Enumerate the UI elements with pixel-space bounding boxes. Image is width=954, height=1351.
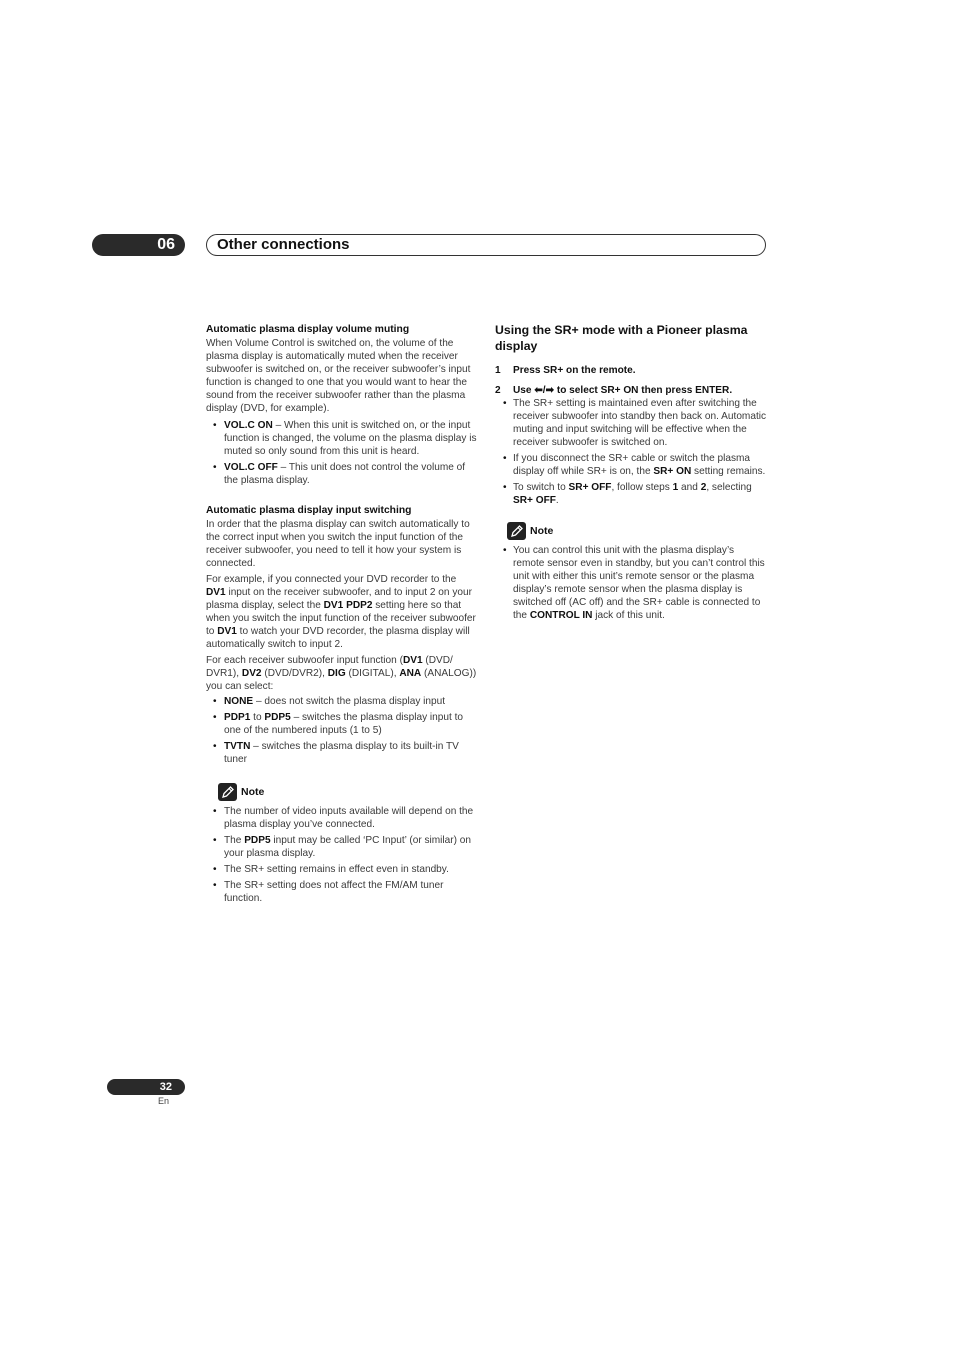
note-list xyxy=(495,544,767,622)
pencil-note-icon xyxy=(218,783,237,801)
input-options xyxy=(206,695,478,766)
step-2: 2 Use ⬅/➡ to select SR+ ON then press ENTER. xyxy=(495,385,733,396)
chapter-title-box xyxy=(206,234,766,256)
input-function-paragraph: For each receiver subwoofer input function (DV1 (DVD/ DVR1), DV2 (DVD/DVR2), DIG (DIGITAL), ANA (ANALOG)) you can select: xyxy=(206,655,477,692)
pencil-note-icon xyxy=(507,522,526,540)
chapter-title: Other connections xyxy=(217,236,350,253)
list-item: • You can control this unit with the plasma display’s remote sensor even in standby, but you can’t control this unit with either this unit’s remote sensor or the plasma display’s remote sensor when the plasma display is switched off (AC off) and the SR+ cable is connected to the CONTROL IN jack of this unit. xyxy=(495,544,767,622)
volume-control-options xyxy=(206,419,478,487)
chapter-number-tab: 06 xyxy=(92,234,185,256)
right-column xyxy=(495,322,767,625)
input-switching-heading: Automatic plasma display input switching xyxy=(206,505,412,516)
step-bullets xyxy=(495,397,767,507)
note-header xyxy=(218,783,478,801)
example-paragraph: For example, if you connected your DVD recorder to the DV1 input on the receiver subwoofer, and to input 2 on your plasma display, select the DV1 PDP2 setting here so that when you switch the input function of the receiver subwoofer to DV1 to watch your DVD recorder, the plasma display will automatically switch to input 2. xyxy=(206,574,476,650)
list-item: • PDP1 to PDP5 – switches the plasma display input to one of the numbered inputs (1 to 5) xyxy=(206,711,478,737)
list-item: • VOL.C ON – When this unit is switched on, or the input function is changed, the volume on the plasma display is muted so only sound from this unit is heard. xyxy=(206,419,478,458)
page-number: 32 xyxy=(107,1079,185,1095)
step-1: 1 Press SR+ on the remote. xyxy=(495,365,636,376)
list-item: • The SR+ setting is maintained even after switching the receiver subwoofer into standby then back on. Automatic muting and input switching will be effective when the receiver subwoofer is switched on. xyxy=(495,397,767,449)
volume-muting-paragraph: When Volume Control is switched on, the volume of the plasma display is automatically muted when the receiver subwoofer is switched on, or the receiver subwoofer’s input function is changed to one that you would want to hear the sound from the receiver subwoofer rather than the plasma display (DVD, for example). xyxy=(206,338,471,414)
page-language: En xyxy=(158,1096,170,1106)
list-item: • To switch to SR+ OFF, follow steps 1 and 2, selecting SR+ OFF. xyxy=(495,481,767,507)
list-item: • VOL.C OFF – This unit does not control the volume of the plasma display. xyxy=(206,461,478,487)
input-switching-paragraph: In order that the plasma display can switch automatically to the correct input when you switch the input function of the receiver subwoofer, you need to tell it how your system is connected. xyxy=(206,519,470,569)
sr-mode-heading: Using the SR+ mode with a Pioneer plasma display xyxy=(495,323,748,353)
note-label: Note xyxy=(241,785,265,798)
list-item: • The number of video inputs available will depend on the plasma display you’ve connected. xyxy=(206,805,478,831)
list-item: • The SR+ setting remains in effect even in standby. xyxy=(206,863,478,876)
note-header xyxy=(507,522,767,540)
note-list xyxy=(206,805,478,905)
left-column xyxy=(206,322,478,908)
list-item: • NONE – does not switch the plasma display input xyxy=(206,695,478,708)
volume-muting-heading: Automatic plasma display volume muting xyxy=(206,324,410,335)
note-label: Note xyxy=(530,524,554,537)
list-item: • TVTN – switches the plasma display to its built-in TV tuner xyxy=(206,740,478,766)
list-item: • The PDP5 input may be called ‘PC Input’ (or similar) on your plasma display. xyxy=(206,834,478,860)
list-item: • The SR+ setting does not affect the FM/AM tuner function. xyxy=(206,879,478,905)
list-item: • If you disconnect the SR+ cable or switch the plasma display off while SR+ is on, the SR+ ON setting remains. xyxy=(495,452,767,478)
